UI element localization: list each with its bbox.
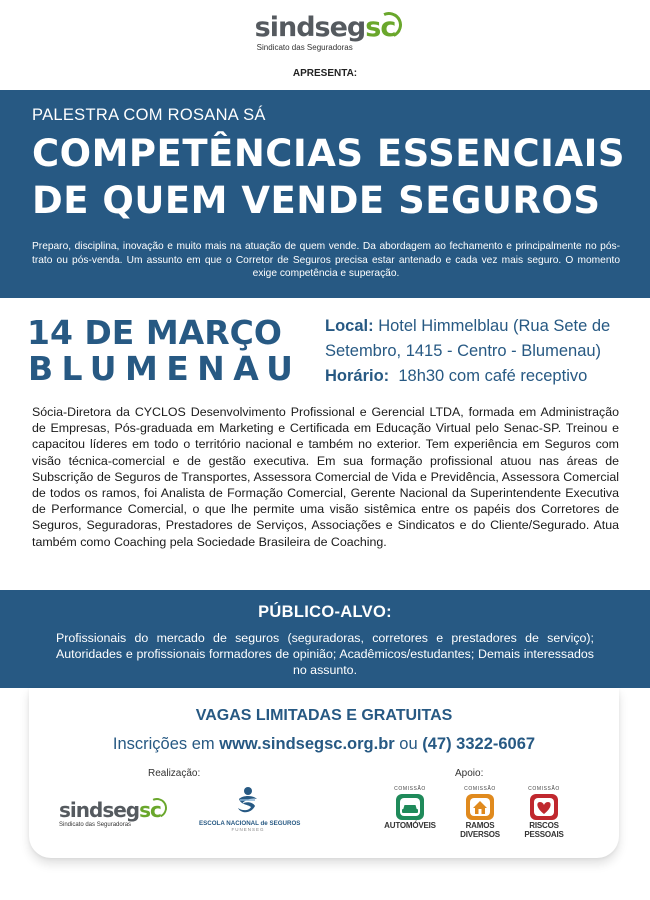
house-icon xyxy=(460,793,500,821)
intro-text: Preparo, disciplina, inovação e muito mais na atuação de quem vende. Da abordagem ao fechamento e principalmente no pós-trato ou pós-venda. Um assunto em que o Corretor de Seguros precisa estar antenado e cada vez mais seguro. O momento exige competência e superação. xyxy=(32,241,620,279)
title-banner xyxy=(0,90,650,298)
audience-text: Profissionais do mercado de seguros (seguradoras, corretores e prestadores de serviço); Autoridades e profissionais formadores de opinião; Acadêmicos/estudantes; Demais interessados no assunto. xyxy=(56,631,594,677)
sindsegsc-logo xyxy=(255,14,396,52)
organizer-logo xyxy=(59,800,161,830)
commission-label: COMISSÃO xyxy=(464,786,496,792)
local-label: Local: xyxy=(325,317,374,335)
presents-label: APRESENTA: xyxy=(292,68,358,79)
sindsegsc-logo-small xyxy=(59,800,161,828)
venue-info xyxy=(325,314,625,389)
realizacao-label: Realização: xyxy=(148,768,201,779)
commission-riscos-pessoais-logo xyxy=(516,786,572,839)
event-city: BLUMENAU xyxy=(28,349,302,388)
header-logo-area xyxy=(0,14,650,54)
venue-location xyxy=(325,314,625,364)
commission-name-line1: RAMOS xyxy=(465,821,495,830)
event-date: 14 DE MARÇO xyxy=(27,313,282,352)
commission-label: COMISSÃO xyxy=(394,786,426,792)
limited-seats-heading: VAGAS LIMITADAS E GRATUITAS xyxy=(195,707,453,724)
time-value: 18h30 com café receptivo xyxy=(398,367,588,385)
audience-band xyxy=(0,590,650,688)
registration-prefix: Inscrições em xyxy=(112,735,215,753)
logo-wordmark-small xyxy=(59,800,161,820)
apoio-label: Apoio: xyxy=(455,768,484,779)
lecture-kicker: PALESTRA COM ROSANA SÁ xyxy=(32,106,266,124)
commission-name-line2: DIVERSOS xyxy=(460,829,500,839)
registration-phone[interactable]: (47) 3322-6067 xyxy=(422,735,536,753)
escola-emblem-icon xyxy=(233,786,263,818)
logo-text-green: sc xyxy=(365,12,396,43)
registration-or: ou xyxy=(399,735,418,753)
commission-name-line2: PESSOAIS xyxy=(524,829,564,839)
venue-time xyxy=(325,364,625,389)
logo-text-gray-small: sindseg xyxy=(59,798,140,822)
commission-name-line1: RISCOS xyxy=(529,821,559,830)
heart-icon xyxy=(524,793,564,821)
registration-card xyxy=(29,688,619,858)
title-line-1: COMPETÊNCIAS ESSENCIAIS xyxy=(32,132,626,175)
logo-subtitle-small: Sindicato das Seguradoras xyxy=(59,822,132,828)
local-value: Hotel Himmelblau (Rua Sete de Setembro, 1415 - Centro - Blumenau) xyxy=(325,317,611,360)
logo-text-gray: sindseg xyxy=(254,12,366,43)
registration-line xyxy=(29,735,619,754)
logo-wordmark xyxy=(255,14,396,41)
speaker-bio: Sócia-Diretora da CYCLOS Desenvolvimento Profissional e Gerencial LTDA, formada em Administração de Empresas, Pós-graduada em Marketing e Certificada em Educação Virtual pelo Senac-SP. Treinou e capacitou líderes em todo o território nacional e também no exterior. Tem experiência em Seguros com visão técnica-comercial e de gestão executiva. Em sua formação profissional atuou nas áreas de Subscrição de Seguros de Transportes, Assessora Comercial de Vida e Previdência, Assessora Comercial de todos os ramos, foi Analista de Formação Comercial, Gerente Nacional da Superintendente Executiva de Performance Comercial, o que lhe permite uma visão sistêmica entre os papéis dos Corretores de Seguros, Seguradoras, Prestadores de Serviços, Associações e Sindicatos e do Cliente/Segurado. Atua também como Coaching pela Sociedade Brasileira de Coaching. xyxy=(32,405,619,549)
commission-name: AUTOMÓVEIS xyxy=(384,821,436,830)
commission-label: COMISSÃO xyxy=(528,786,560,792)
time-label: Horário: xyxy=(325,367,390,385)
car-icon xyxy=(390,793,430,821)
commission-ramos-diversos-logo xyxy=(452,786,508,839)
event-title xyxy=(32,130,632,224)
escola-name: ESCOLA NACIONAL de SEGUROS xyxy=(199,820,301,827)
escola-nacional-logo xyxy=(199,786,301,832)
escola-sub: FUNENSEG xyxy=(231,827,265,832)
registration-website-link[interactable]: www.sindsegsc.org.br xyxy=(219,735,395,753)
commission-automoveis-logo xyxy=(382,786,438,831)
audience-heading: PÚBLICO-ALVO: xyxy=(258,603,392,621)
logo-subtitle: Sindicato das Seguradoras xyxy=(256,43,353,52)
title-line-2: DE QUEM VENDE SEGUROS xyxy=(32,179,601,222)
logo-text-green-small: sc xyxy=(139,798,161,822)
